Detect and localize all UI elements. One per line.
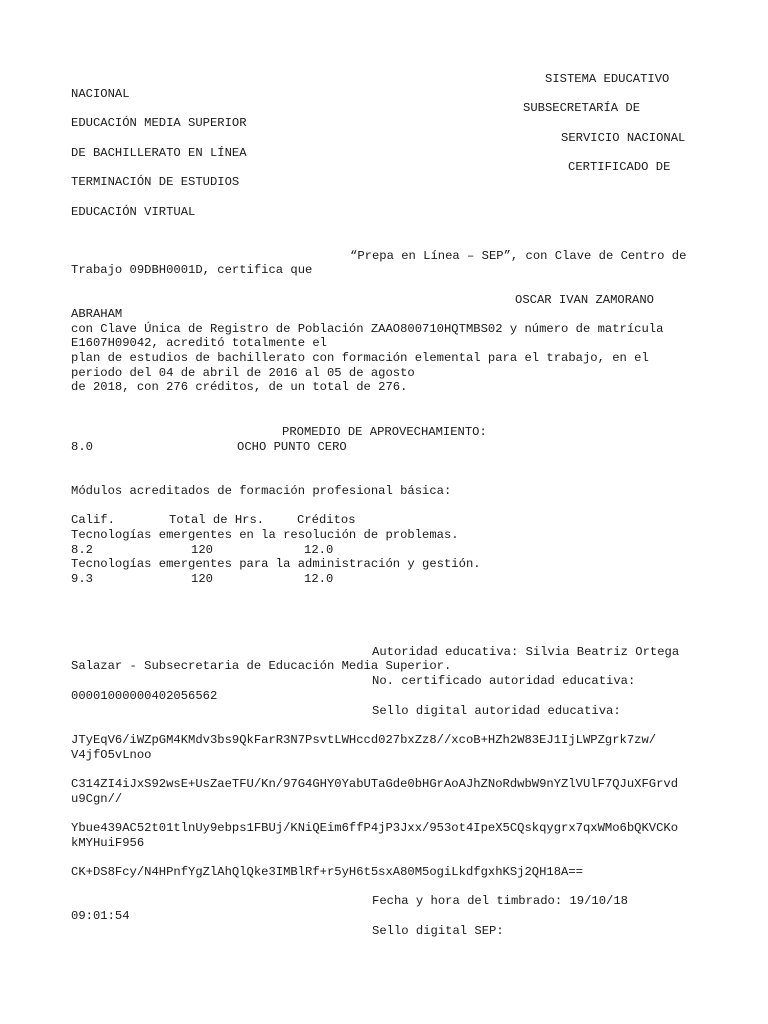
authority-line-2: Salazar - Subsecretaria de Educación Media Superior. [71, 659, 452, 673]
header-subsecretariat-cont: EDUCACIÓN MEDIA SUPERIOR [71, 116, 247, 130]
digital-seal-line: JTyEqV6/iWZpGM4KMdv3bs9QkFarR3N7PsvtLWHccd027bxZz8//xcoB+HZh2W83EJ1IjLWPZgrk7zw/ [71, 733, 657, 747]
average-value: 8.0 [71, 440, 93, 454]
authority-line-1: Autoridad educativa: Silvia Beatriz Ortega [372, 645, 680, 659]
module-name: Tecnologías emergentes para la administración y gestión. [71, 557, 481, 571]
digital-seal-line: V4jfO5vLnoo [71, 748, 152, 762]
module-name: Tecnologías emergentes en la resolución de problemas. [71, 528, 459, 542]
digital-seal-line: u9Cgn// [71, 792, 123, 806]
modules-title: Módulos acreditados de formación profesional básica: [71, 484, 452, 498]
sep-seal-label: Sello digital SEP: [372, 924, 504, 938]
digital-seal-line: C314ZI4iJxS92wsE+UsZaeTFU/Kn/97G4GHY0YabUTaGde0bHGrAoAJhZNoRdwbW9nYZlVUlF7QJuXFGrvd [71, 777, 679, 791]
body-line-4: periodo del 04 de abril de 2016 al 05 de agosto [71, 366, 415, 380]
modules-header-credits: Créditos [297, 513, 356, 527]
header-system: SISTEMA EDUCATIVO [545, 72, 670, 86]
average-words: OCHO PUNTO CERO [237, 440, 347, 454]
module-credits: 12.0 [304, 543, 334, 557]
header-subsecretariat: SUBSECRETARÍA DE [523, 101, 641, 115]
intro-line-1: “Prepa en Línea – SEP”, con Clave de Centro de [350, 249, 687, 263]
digital-seal-label: Sello digital autoridad educativa: [372, 704, 621, 718]
certificate-number-value: 00001000000402056562 [71, 689, 218, 703]
header-service: SERVICIO NACIONAL [561, 131, 686, 145]
digital-seal-line: Ybue439AC52t01tlnUy9ebps1FBUj/KNiQEim6ffP4jP3Jxx/953ot4IpeX5CQskqygrx7qxWMo6bQKVCKo [71, 821, 679, 835]
body-line-1: con Clave Única de Registro de Población ZAAO800710HQTMBS02 y número de matrícula [71, 322, 664, 336]
body-line-5: de 2018, con 276 créditos, de un total de 276. [71, 380, 408, 394]
digital-seal-line: kMYHuiF956 [71, 836, 145, 850]
header-service-cont: DE BACHILLERATO EN LÍNEA [71, 146, 247, 160]
digital-seal-line: CK+DS8Fcy/N4HPnfYgZlAhQlQke3IMBlRf+r5yH6t5sxA80M5ogiLkdfgxhKSj2QH18A== [71, 865, 583, 879]
body-line-2: E1607H09042, acreditó totalmente el [71, 336, 327, 350]
stamp-time: 09:01:54 [71, 909, 130, 923]
student-name-cont: ABRAHAM [71, 307, 123, 321]
header-modality: EDUCACIÓN VIRTUAL [71, 205, 196, 219]
body-line-3: plan de estudios de bachillerato con formación elemental para el trabajo, en el [71, 351, 649, 365]
stamp-date-label: Fecha y hora del timbrado: 19/10/18 [372, 894, 628, 908]
certificate-number-label: No. certificado autoridad educativa: [372, 674, 636, 688]
modules-header-hours: Total de Hrs. [169, 513, 265, 527]
average-label: PROMEDIO DE APROVECHAMIENTO: [282, 425, 487, 439]
module-hours: 120 [191, 543, 213, 557]
modules-header-grade: Calif. [71, 513, 115, 527]
module-hours: 120 [191, 572, 213, 586]
module-credits: 12.0 [304, 572, 334, 586]
header-certificate: CERTIFICADO DE [568, 160, 671, 174]
student-name: OSCAR IVAN ZAMORANO [515, 293, 654, 307]
module-grade: 8.2 [71, 543, 93, 557]
header-certificate-cont: TERMINACIÓN DE ESTUDIOS [71, 175, 240, 189]
header-system-cont: NACIONAL [71, 87, 130, 101]
intro-line-2: Trabajo 09DBH0001D, certifica que [71, 263, 313, 277]
module-grade: 9.3 [71, 572, 93, 586]
